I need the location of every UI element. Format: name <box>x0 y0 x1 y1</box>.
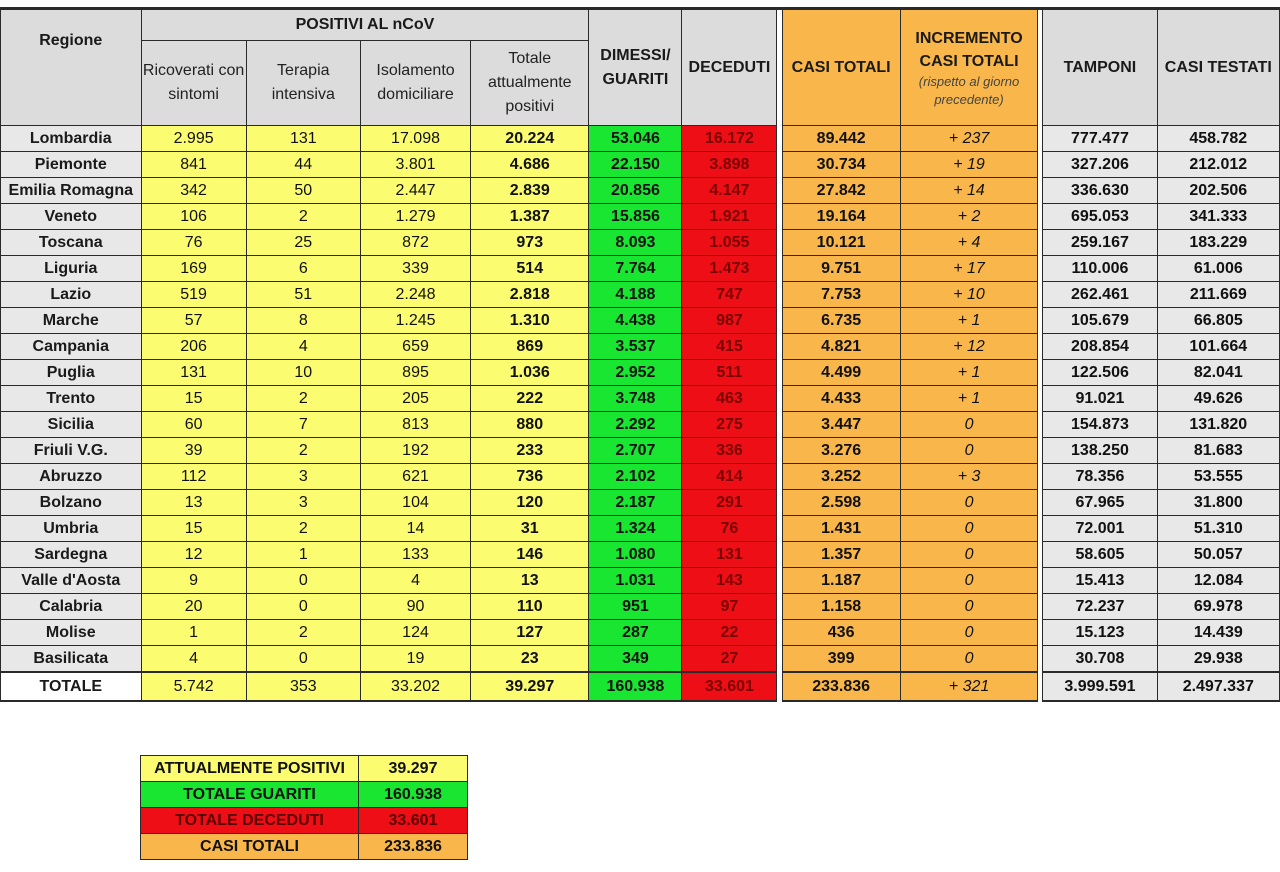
cell-casi-testati: 183.229 <box>1157 230 1279 256</box>
cell-isolamento: 2.447 <box>360 178 470 204</box>
cell-tamponi: 154.873 <box>1043 412 1157 438</box>
cell-totale-positivi: 1.036 <box>471 360 589 386</box>
cell-deceduti: 415 <box>682 334 777 360</box>
cell-incremento: + 17 <box>900 256 1038 282</box>
cell-regione: Veneto <box>1 204 142 230</box>
cell-casi-totali: 4.433 <box>782 386 900 412</box>
cell-deceduti: 4.147 <box>682 178 777 204</box>
cell-ricoverati: 841 <box>141 152 246 178</box>
cell-terapia: 4 <box>246 334 360 360</box>
cell-deceduti: 1.055 <box>682 230 777 256</box>
cell-ricoverati: 39 <box>141 438 246 464</box>
cell-terapia: 2 <box>246 516 360 542</box>
cell-dimessi: 2.102 <box>589 464 682 490</box>
cell-terapia: 3 <box>246 464 360 490</box>
cell-tamponi: 262.461 <box>1043 282 1157 308</box>
cell-tamponi: 777.477 <box>1043 126 1157 152</box>
cell-tamponi: 327.206 <box>1043 152 1157 178</box>
cell-ricoverati: 9 <box>141 568 246 594</box>
cell-casi-totali: 10.121 <box>782 230 900 256</box>
cell-dimessi: 22.150 <box>589 152 682 178</box>
cell-incremento: 0 <box>900 516 1038 542</box>
cell-deceduti: 291 <box>682 490 777 516</box>
cell-tamponi: 122.506 <box>1043 360 1157 386</box>
cell-casi-testati: 61.006 <box>1157 256 1279 282</box>
cell-casi-testati: 31.800 <box>1157 490 1279 516</box>
table-row <box>1 620 1280 646</box>
cell-ricoverati: 1 <box>141 620 246 646</box>
table-row <box>1 490 1280 516</box>
cell-deceduti: 463 <box>682 386 777 412</box>
cell-terapia: 2 <box>246 438 360 464</box>
cell-isolamento: 621 <box>360 464 470 490</box>
header-terapia: Terapia intensiva <box>246 41 360 126</box>
header-casi-testati: CASI TESTATI <box>1157 9 1279 126</box>
cell-deceduti: 414 <box>682 464 777 490</box>
header-ricoverati: Ricoverati con sintomi <box>141 41 246 126</box>
cell-tamponi: 30.708 <box>1043 646 1157 673</box>
cell-regione: Umbria <box>1 516 142 542</box>
cell-isolamento: 2.248 <box>360 282 470 308</box>
cell-tamponi: 67.965 <box>1043 490 1157 516</box>
cell-casi-testati: 66.805 <box>1157 308 1279 334</box>
cell-tamponi: 72.001 <box>1043 516 1157 542</box>
cell-ricoverati: 60 <box>141 412 246 438</box>
cell-dimessi: 2.952 <box>589 360 682 386</box>
summary-row <box>141 756 468 782</box>
cell-regione: Toscana <box>1 230 142 256</box>
cell-regione: Lazio <box>1 282 142 308</box>
table-row <box>1 646 1280 673</box>
cell-totale-positivi: 20.224 <box>471 126 589 152</box>
cell-deceduti: 131 <box>682 542 777 568</box>
cell-ricoverati: 519 <box>141 282 246 308</box>
cell-incremento: 0 <box>900 438 1038 464</box>
cell-totale-positivi: 736 <box>471 464 589 490</box>
cell-isolamento: 33.202 <box>360 672 470 701</box>
cell-ricoverati: 20 <box>141 594 246 620</box>
cell-casi-testati: 14.439 <box>1157 620 1279 646</box>
table-row <box>1 438 1280 464</box>
cell-ricoverati: 12 <box>141 542 246 568</box>
cell-isolamento: 192 <box>360 438 470 464</box>
cell-regione: Valle d'Aosta <box>1 568 142 594</box>
cell-deceduti: 33.601 <box>682 672 777 701</box>
cell-dimessi: 3.748 <box>589 386 682 412</box>
cell-ricoverati: 342 <box>141 178 246 204</box>
cell-casi-totali: 6.735 <box>782 308 900 334</box>
cell-tamponi: 695.053 <box>1043 204 1157 230</box>
cell-casi-testati: 49.626 <box>1157 386 1279 412</box>
cell-regione: Marche <box>1 308 142 334</box>
cell-incremento: + 237 <box>900 126 1038 152</box>
cell-isolamento: 339 <box>360 256 470 282</box>
table-row <box>1 282 1280 308</box>
cell-incremento: + 3 <box>900 464 1038 490</box>
cell-isolamento: 4 <box>360 568 470 594</box>
cell-casi-totali: 3.276 <box>782 438 900 464</box>
cell-deceduti: 747 <box>682 282 777 308</box>
cell-dimessi: 20.856 <box>589 178 682 204</box>
cell-casi-totali: 2.598 <box>782 490 900 516</box>
cell-regione: Liguria <box>1 256 142 282</box>
summary-label: CASI TOTALI <box>141 834 359 860</box>
cell-regione: Sicilia <box>1 412 142 438</box>
cell-terapia: 2 <box>246 386 360 412</box>
cell-regione: Campania <box>1 334 142 360</box>
cell-terapia: 25 <box>246 230 360 256</box>
table-row <box>1 542 1280 568</box>
cell-incremento: + 10 <box>900 282 1038 308</box>
cell-totale-positivi: 233 <box>471 438 589 464</box>
cell-ricoverati: 13 <box>141 490 246 516</box>
cell-totale-positivi: 880 <box>471 412 589 438</box>
cell-dimessi: 1.080 <box>589 542 682 568</box>
table-row <box>1 464 1280 490</box>
cell-isolamento: 17.098 <box>360 126 470 152</box>
summary-label: TOTALE DECEDUTI <box>141 808 359 834</box>
cell-casi-totali: 1.357 <box>782 542 900 568</box>
cell-casi-totali: 3.252 <box>782 464 900 490</box>
cell-deceduti: 22 <box>682 620 777 646</box>
cell-casi-testati: 53.555 <box>1157 464 1279 490</box>
cell-deceduti: 987 <box>682 308 777 334</box>
cell-totale-positivi: 110 <box>471 594 589 620</box>
header-tamponi: TAMPONI <box>1043 9 1157 126</box>
cell-incremento: + 19 <box>900 152 1038 178</box>
cell-dimessi: 1.031 <box>589 568 682 594</box>
cell-totale-positivi: 39.297 <box>471 672 589 701</box>
cell-incremento: + 321 <box>900 672 1038 701</box>
cell-tamponi: 78.356 <box>1043 464 1157 490</box>
header-positivi-group: POSITIVI AL nCoV <box>141 9 589 41</box>
cell-terapia: 8 <box>246 308 360 334</box>
cell-totale-positivi: 2.839 <box>471 178 589 204</box>
header-incremento-label: INCREMENTO CASI TOTALI <box>915 29 1023 70</box>
cell-tamponi: 72.237 <box>1043 594 1157 620</box>
cell-casi-testati: 12.084 <box>1157 568 1279 594</box>
cell-casi-totali: 19.164 <box>782 204 900 230</box>
cell-ricoverati: 131 <box>141 360 246 386</box>
cell-tamponi: 58.605 <box>1043 542 1157 568</box>
table-row <box>1 568 1280 594</box>
table-row <box>1 230 1280 256</box>
cell-casi-totali: 436 <box>782 620 900 646</box>
cell-casi-totali: 89.442 <box>782 126 900 152</box>
cell-totale-positivi: 2.818 <box>471 282 589 308</box>
table-row <box>1 178 1280 204</box>
cell-incremento: 0 <box>900 646 1038 673</box>
cell-deceduti: 511 <box>682 360 777 386</box>
cell-casi-totali: 9.751 <box>782 256 900 282</box>
cell-deceduti: 1.921 <box>682 204 777 230</box>
cell-regione: TOTALE <box>1 672 142 701</box>
cell-deceduti: 76 <box>682 516 777 542</box>
cell-ricoverati: 76 <box>141 230 246 256</box>
cell-incremento: + 1 <box>900 360 1038 386</box>
cell-totale-positivi: 120 <box>471 490 589 516</box>
cell-isolamento: 104 <box>360 490 470 516</box>
cell-casi-testati: 211.669 <box>1157 282 1279 308</box>
cell-isolamento: 1.245 <box>360 308 470 334</box>
cell-casi-testati: 458.782 <box>1157 126 1279 152</box>
table-row <box>1 204 1280 230</box>
summary-label: ATTUALMENTE POSITIVI <box>141 756 359 782</box>
cell-dimessi: 951 <box>589 594 682 620</box>
cell-totale-positivi: 127 <box>471 620 589 646</box>
cell-isolamento: 133 <box>360 542 470 568</box>
cell-deceduti: 275 <box>682 412 777 438</box>
cell-ricoverati: 169 <box>141 256 246 282</box>
cell-casi-totali: 7.753 <box>782 282 900 308</box>
cell-dimessi: 4.188 <box>589 282 682 308</box>
cell-totale-positivi: 31 <box>471 516 589 542</box>
summary-row <box>141 782 468 808</box>
summary-label: TOTALE GUARITI <box>141 782 359 808</box>
cell-isolamento: 205 <box>360 386 470 412</box>
header-incremento <box>900 9 1038 126</box>
cell-ricoverati: 4 <box>141 646 246 673</box>
cell-tamponi: 208.854 <box>1043 334 1157 360</box>
cell-casi-totali: 233.836 <box>782 672 900 701</box>
cell-incremento: 0 <box>900 542 1038 568</box>
cell-regione: Sardegna <box>1 542 142 568</box>
cell-incremento: + 12 <box>900 334 1038 360</box>
cell-totale-positivi: 869 <box>471 334 589 360</box>
cell-incremento: + 2 <box>900 204 1038 230</box>
cell-isolamento: 1.279 <box>360 204 470 230</box>
cell-dimessi: 349 <box>589 646 682 673</box>
cell-totale-positivi: 23 <box>471 646 589 673</box>
cell-incremento: + 4 <box>900 230 1038 256</box>
cell-terapia: 353 <box>246 672 360 701</box>
cell-isolamento: 659 <box>360 334 470 360</box>
cell-casi-testati: 51.310 <box>1157 516 1279 542</box>
total-row <box>1 672 1280 701</box>
cell-ricoverati: 15 <box>141 516 246 542</box>
header-isolamento: Isolamento domiciliare <box>360 41 470 126</box>
cell-incremento: + 14 <box>900 178 1038 204</box>
cell-regione: Abruzzo <box>1 464 142 490</box>
cell-tamponi: 15.413 <box>1043 568 1157 594</box>
cell-casi-totali: 30.734 <box>782 152 900 178</box>
cell-regione: Bolzano <box>1 490 142 516</box>
cell-isolamento: 3.801 <box>360 152 470 178</box>
cell-ricoverati: 57 <box>141 308 246 334</box>
cell-casi-totali: 1.158 <box>782 594 900 620</box>
summary-value: 233.836 <box>359 834 468 860</box>
cell-regione: Puglia <box>1 360 142 386</box>
cell-terapia: 3 <box>246 490 360 516</box>
summary-row <box>141 808 468 834</box>
cell-incremento: + 1 <box>900 386 1038 412</box>
cell-regione: Friuli V.G. <box>1 438 142 464</box>
cell-deceduti: 27 <box>682 646 777 673</box>
cell-totale-positivi: 1.387 <box>471 204 589 230</box>
cell-casi-totali: 1.187 <box>782 568 900 594</box>
cell-terapia: 2 <box>246 204 360 230</box>
cell-totale-positivi: 514 <box>471 256 589 282</box>
header-regione: Regione <box>1 9 142 126</box>
cell-casi-testati: 212.012 <box>1157 152 1279 178</box>
cell-casi-totali: 4.499 <box>782 360 900 386</box>
cell-dimessi: 287 <box>589 620 682 646</box>
cell-casi-testati: 101.664 <box>1157 334 1279 360</box>
table-row <box>1 516 1280 542</box>
cell-dimessi: 3.537 <box>589 334 682 360</box>
cell-terapia: 0 <box>246 568 360 594</box>
table-row <box>1 256 1280 282</box>
cell-tamponi: 138.250 <box>1043 438 1157 464</box>
cell-casi-totali: 1.431 <box>782 516 900 542</box>
cell-casi-testati: 202.506 <box>1157 178 1279 204</box>
header-deceduti: DECEDUTI <box>682 9 777 126</box>
cell-totale-positivi: 973 <box>471 230 589 256</box>
table-row <box>1 360 1280 386</box>
cell-deceduti: 336 <box>682 438 777 464</box>
cell-dimessi: 15.856 <box>589 204 682 230</box>
cell-incremento: 0 <box>900 412 1038 438</box>
cell-ricoverati: 106 <box>141 204 246 230</box>
cell-tamponi: 336.630 <box>1043 178 1157 204</box>
cell-totale-positivi: 13 <box>471 568 589 594</box>
cell-isolamento: 90 <box>360 594 470 620</box>
cell-isolamento: 124 <box>360 620 470 646</box>
cell-terapia: 1 <box>246 542 360 568</box>
cell-casi-testati: 82.041 <box>1157 360 1279 386</box>
cell-casi-totali: 399 <box>782 646 900 673</box>
cell-dimessi: 160.938 <box>589 672 682 701</box>
cell-dimessi: 4.438 <box>589 308 682 334</box>
cell-casi-totali: 4.821 <box>782 334 900 360</box>
cell-dimessi: 2.292 <box>589 412 682 438</box>
cell-terapia: 0 <box>246 594 360 620</box>
cell-dimessi: 2.187 <box>589 490 682 516</box>
cell-tamponi: 91.021 <box>1043 386 1157 412</box>
cell-regione: Trento <box>1 386 142 412</box>
cell-terapia: 51 <box>246 282 360 308</box>
cell-tamponi: 110.006 <box>1043 256 1157 282</box>
cell-isolamento: 895 <box>360 360 470 386</box>
cell-terapia: 7 <box>246 412 360 438</box>
cell-tamponi: 105.679 <box>1043 308 1157 334</box>
cell-casi-totali: 27.842 <box>782 178 900 204</box>
cell-casi-testati: 29.938 <box>1157 646 1279 673</box>
cell-casi-testati: 2.497.337 <box>1157 672 1279 701</box>
cell-casi-testati: 341.333 <box>1157 204 1279 230</box>
cell-incremento: 0 <box>900 594 1038 620</box>
cell-casi-totali: 3.447 <box>782 412 900 438</box>
regional-covid-table <box>0 7 1280 702</box>
cell-ricoverati: 15 <box>141 386 246 412</box>
header-incremento-note: (rispetto al giorno precedente) <box>918 73 1020 107</box>
cell-ricoverati: 112 <box>141 464 246 490</box>
cell-deceduti: 3.898 <box>682 152 777 178</box>
table-body <box>1 126 1280 702</box>
cell-regione: Molise <box>1 620 142 646</box>
cell-tamponi: 259.167 <box>1043 230 1157 256</box>
cell-terapia: 6 <box>246 256 360 282</box>
cell-regione: Piemonte <box>1 152 142 178</box>
cell-isolamento: 872 <box>360 230 470 256</box>
table-row <box>1 126 1280 152</box>
cell-terapia: 10 <box>246 360 360 386</box>
cell-terapia: 131 <box>246 126 360 152</box>
cell-ricoverati: 5.742 <box>141 672 246 701</box>
header-dimessi: DIMESSI/ GUARITI <box>589 9 682 126</box>
summary-table <box>140 755 468 860</box>
cell-casi-testati: 131.820 <box>1157 412 1279 438</box>
cell-deceduti: 16.172 <box>682 126 777 152</box>
cell-regione: Basilicata <box>1 646 142 673</box>
cell-casi-testati: 69.978 <box>1157 594 1279 620</box>
cell-totale-positivi: 222 <box>471 386 589 412</box>
cell-incremento: 0 <box>900 620 1038 646</box>
cell-regione: Calabria <box>1 594 142 620</box>
cell-regione: Lombardia <box>1 126 142 152</box>
cell-dimessi: 53.046 <box>589 126 682 152</box>
table-row <box>1 308 1280 334</box>
cell-terapia: 44 <box>246 152 360 178</box>
header-totale-positivi: Totale attualmente positivi <box>471 41 589 126</box>
cell-totale-positivi: 146 <box>471 542 589 568</box>
cell-dimessi: 1.324 <box>589 516 682 542</box>
cell-terapia: 2 <box>246 620 360 646</box>
cell-deceduti: 97 <box>682 594 777 620</box>
cell-isolamento: 813 <box>360 412 470 438</box>
table-row <box>1 412 1280 438</box>
table-row <box>1 152 1280 178</box>
cell-totale-positivi: 1.310 <box>471 308 589 334</box>
cell-incremento: + 1 <box>900 308 1038 334</box>
cell-deceduti: 143 <box>682 568 777 594</box>
summary-value: 33.601 <box>359 808 468 834</box>
cell-incremento: 0 <box>900 490 1038 516</box>
cell-totale-positivi: 4.686 <box>471 152 589 178</box>
cell-regione: Emilia Romagna <box>1 178 142 204</box>
cell-terapia: 0 <box>246 646 360 673</box>
cell-dimessi: 7.764 <box>589 256 682 282</box>
cell-dimessi: 8.093 <box>589 230 682 256</box>
table-row <box>1 334 1280 360</box>
summary-row <box>141 834 468 860</box>
cell-tamponi: 15.123 <box>1043 620 1157 646</box>
table-row <box>1 594 1280 620</box>
cell-casi-testati: 50.057 <box>1157 542 1279 568</box>
cell-ricoverati: 2.995 <box>141 126 246 152</box>
cell-tamponi: 3.999.591 <box>1043 672 1157 701</box>
cell-deceduti: 1.473 <box>682 256 777 282</box>
cell-incremento: 0 <box>900 568 1038 594</box>
cell-casi-testati: 81.683 <box>1157 438 1279 464</box>
cell-isolamento: 14 <box>360 516 470 542</box>
header-casi-totali: CASI TOTALI <box>782 9 900 126</box>
cell-isolamento: 19 <box>360 646 470 673</box>
summary-value: 160.938 <box>359 782 468 808</box>
summary-value: 39.297 <box>359 756 468 782</box>
cell-terapia: 50 <box>246 178 360 204</box>
cell-dimessi: 2.707 <box>589 438 682 464</box>
cell-ricoverati: 206 <box>141 334 246 360</box>
table-row <box>1 386 1280 412</box>
